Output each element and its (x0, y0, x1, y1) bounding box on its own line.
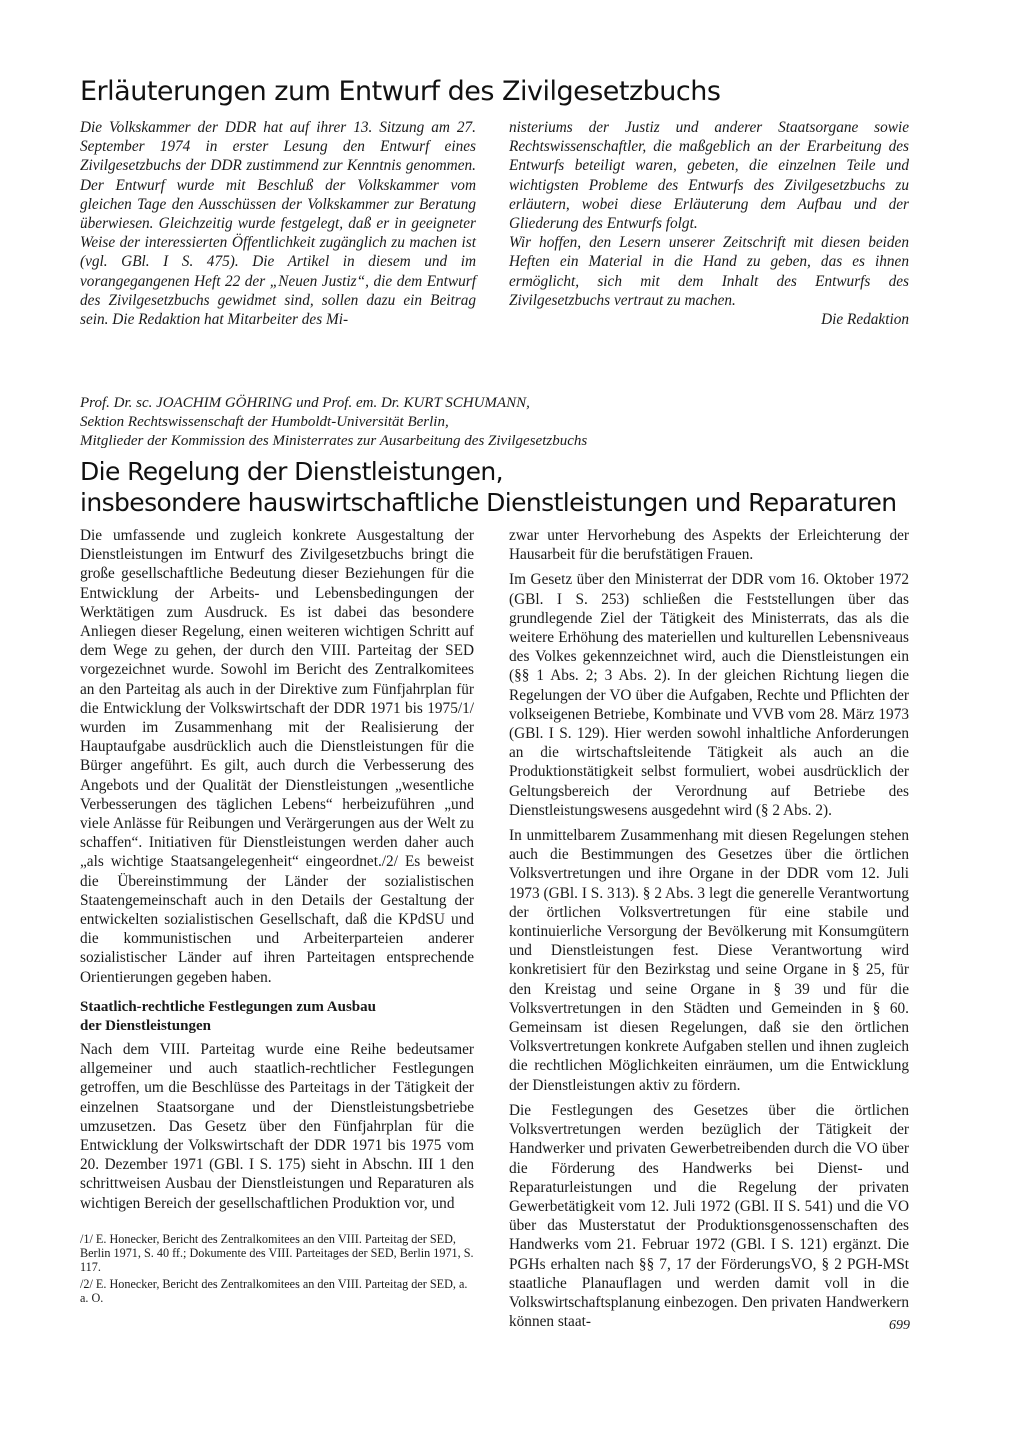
article-title (80, 456, 940, 518)
footnotes (80, 1232, 474, 1307)
section-heading-line: Staatlich-rechtliche Festlegungen zum Ausbau (80, 999, 376, 1015)
article-column-right (509, 526, 909, 1331)
article-paragraph: In unmittelbarem Zusammenhang mit diesen Regelungen stehen auch die Bestimmungen des Gesetzes über die örtlichen Volksvertretungen und ihre Organe in der DDR vom 12. Juli 1973 (GBl. I S. 313). § 2 Abs. 3 legt die generelle Verantwortung der örtlichen Volksvertretungen für eine stabile und kontinuierliche Versorgung der Bevölkerung mit Konsumgütern und Dienstleistungen fest. Diese Verantwortung wird konkretisiert für den Bezirkstag und seine Organe in § 25, für den Kreistag und seine Organe in § 39 und für die Volksvertretungen in den Städten und Gemeinden in § 60. Gemeinsam ist diesen Regelungen, daß sie den örtlichen Volksvertretungen konkrete Aufgaben stellen und ihnen zugleich die rechtlichen Möglichkeiten einräumen, um die Entwicklung der Dienstleistungen aktiv zu fördern. (509, 827, 909, 1094)
author-block (80, 394, 780, 451)
section-heading (80, 998, 474, 1036)
intro-paragraph: Die Volkskammer der DDR hat auf ihrer 13. Sitzung am 27. September 1974 in erster Lesung den Entwurf eines Zivilgesetzbuchs der DDR zustimmend zur Kenntnis genommen. Der Entwurf wurde mit Beschluß der Volkskammer vom gleichen Tage den Ausschüssen der Volkskammer zur Beratung überwiesen. Gleichzeitig wurde festgelegt, daß er in geeigneter Weise der interessierten Öffentlichkeit zugänglich zu machen ist (vgl. GBl. I S. 475). Die Artikel in diesem und im vorangegangenen Heft 22 der „Neuen Justiz“, die dem Entwurf des Zivilgesetzbuchs gewidmet sind, sollen dazu ein Beitrag sein. Die Redaktion hat Mitarbeiter des Mi- (80, 119, 476, 329)
article-paragraph: Nach dem VIII. Parteitag wurde eine Reihe bedeutsamer allgemeiner und auch staatlich-rechtlicher Festlegungen getroffen, um die Beschlüsse des Parteitags in der Tätigkeit der einzelnen Staatsorgane und der Dienstleistungsbetriebe umzusetzen. Das Gesetz über den Fünfjahrplan für die Entwicklung der Volkswirtschaft der DDR 1971 bis 1975 vom 20. Dezember 1971 (GBl. I S. 175) sieht in Abschn. III 1 den schrittweisen Ausbau der Dienstleistungen und Reparaturen als wichtigen Bereich der gesellschaftlichen Produktion vor, und (80, 1041, 474, 1212)
footnote: /2/ E. Honecker, Bericht des Zentralkomitees an den VIII. Parteitag der SED, a. a. O. (80, 1276, 468, 1305)
article-title-line: insbesondere hauswirtschaftliche Dienstleistungen und Reparaturen (80, 488, 897, 517)
article-column-left (80, 526, 474, 987)
intro-column-right (509, 118, 909, 329)
intro-column-left (80, 118, 476, 329)
article-title-line: Die Regelung der Dienstleistungen, (80, 457, 504, 486)
section-heading-line: der Dienstleistungen (80, 1018, 211, 1034)
article-paragraph: Im Gesetz über den Ministerrat der DDR vom 16. Oktober 1972 (GBl. I S. 253) schließen die Feststellungen über das grundlegende Ziel der Tätigkeit des Ministerrats, das als die weitere Erhöhung des materiellen und kulturellen Lebensniveaus des Volkes gekennzeichnet wird, auch die Dienstleistungen ein (§§ 1 Abs. 2; 3 Abs. 2). In der gleichen Richtung liegen die Regelungen der VO über die Aufgaben, Rechte und Pflichten der volkseigenen Betriebe, Kombinate und VVB vom 28. März 1973 (GBl. I S. 129). Hier werden sowohl inhaltliche Anforderungen an die wirtschaftsleitende Tätigkeit als auch an die Produktionstätigkeit selbst formuliert, wobei ausdrücklich der Geltungsbereich der Verordnung auf Betriebe des Dienstleistungswesens ausgedehnt wird (§ 2 Abs. 2). (509, 571, 909, 819)
author-commission: Mitglieder der Kommission des Ministerrates zur Ausarbeitung des Zivilgesetzbuchs (80, 433, 588, 449)
article-paragraph: zwar unter Hervorhebung des Aspekts der Erleichterung der Hausarbeit für die berufstätigen Frauen. (509, 527, 909, 564)
intro-signature: Die Redaktion (821, 311, 909, 329)
intro-title: Erläuterungen zum Entwurf des Zivilgesetzbuchs (80, 76, 721, 107)
footnote: /1/ E. Honecker, Bericht des Zentralkomitees an den VIII. Parteitag der SED, Berlin 1971, S. 40 ff.; Dokumente des VIII. Parteitages der SED, Berlin 1971, S. 117. (80, 1232, 474, 1275)
article-paragraph: Die umfassende und zugleich konkrete Ausgestaltung der Dienstleistungen im Entwurf des Zivilgesetzbuchs bringt die große gesellschaftliche Bedeutung dieser Beziehungen für die Entwicklung der Arbeits- und Lebensbedingungen der Werktätigen zum Ausdruck. Es ist dabei das besondere Anliegen dieser Regelung, einen weiteren wichtigen Schritt auf dem Wege zu gehen, der durch den VIII. Parteitag der SED vorgezeichnet wurde. Sowohl im Bericht des Zentralkomitees an den Parteitag als auch in der Direktive zum Fünfjahrplan für die Entwicklung der Volkswirtschaft der DDR 1971 bis 1975/1/ wurden im Zusammenhang mit der Realisierung der Hauptaufgabe ausdrücklich auch die Dienstleistungen für die Bürger angeführt. Es gilt, auch durch die Verbesserung des Angebots und der Qualität der Dienstleistungen „wesentliche Verbesserungen des täglichen Lebens“ herbeizuführen „und viele Anlässe für Reibungen und Verärgerungen aus der Welt zu schaffen“. Initiativen für Dienstleistungen werden daher auch „als wichtige Staatsangelegenheit“ eingeordnet./2/ Es beweist die Übereinstimmung der Länder der sozialistischen Staatengemeinschaft auch in den Details der Gestaltung der entwickelten sozialistischen Gesellschaft, daß die KPdSU und die kommunistischen und Arbeiterparteien anderer sozialistischer Länder auf ihren Parteitagen entsprechende Orientierungen gegeben haben. (80, 527, 474, 986)
intro-paragraph: nisteriums der Justiz und anderer Staatsorgane sowie Rechtswissenschaftler, die maßgeblich an der Erarbeitung des Entwurfs beteiligt waren, gebeten, die einzelnen Teile und wichtigsten Probleme des Entwurfs des Zivilgesetzbuchs zu erläutern, wobei diese Erläuterung dem Aufbau und der Gliederung des Entwurfs folgt. (509, 119, 909, 233)
author-names: Prof. Dr. sc. JOACHIM GÖHRING und Prof. em. Dr. KURT SCHUMANN, (80, 395, 530, 411)
article-column-left-continued (80, 1040, 474, 1213)
article-paragraph: Die Festlegungen des Gesetzes über die örtlichen Volksvertretungen werden bezüglich der Tätigkeit der Handwerker und privaten Gewerbetreibenden durch die VO über die Förderung des Handwerks bei Dienst- und Reparaturleistungen und die Regelung der privaten Gewerbetätigkeit vom 12. Juli 1972 (GBl. II S. 541) und die VO über das Musterstatut der Produktionsgenossenschaften des Handwerks vom 21. Februar 1972 (GBl. I S. 121) ergänzt. Die PGHs erhalten nach §§ 7, 17 der FörderungsVO, § 2 PGH-MSt staatliche Planauflagen und werden damit voll in die Volkswirtschaftsplanung einbezogen. Den privaten Handwerkern können staat- (509, 1101, 909, 1331)
page-number: 699 (889, 1318, 910, 1333)
author-affiliation: Sektion Rechtswissenschaft der Humboldt-Universität Berlin, (80, 414, 449, 430)
intro-paragraph: Wir hoffen, den Lesern unserer Zeitschrift mit diesen beiden Heften ein Material in die Hand zu geben, das es ihnen ermöglicht, sich mit dem Inhalt des Entwurfs des Zivilgesetzbuchs vertraut zu machen. (509, 234, 909, 309)
